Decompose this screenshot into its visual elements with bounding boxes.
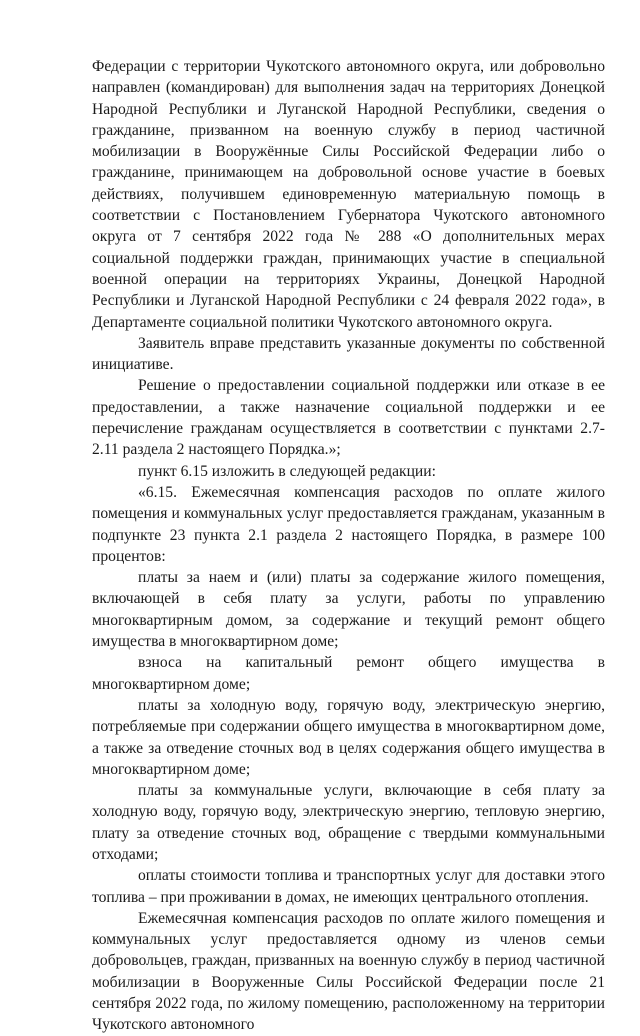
paragraph-1: Федерации с территории Чукотского автономного округа, или добровольно направлен (командирован) для выполнения задач на территориях Донецкой Народной Республики и Луганской Народной Республики, сведения о гражданине, призванном на военную службу в период частичной мобилизации в Вооружённые Силы Российской Федерации либо о гражданине, принимающем на добровольной основе участие в боевых действиях, получившем единовременную материальную помощь в соответствии с Постановлением Губернатора Чукотского автономного округа от 7 сентября 2022 года № 288 «О дополнительных мерах социальной поддержки граждан, принимающих участие в специальной военной операции на территориях Украины, Донецкой Народной Республики и Луганской Народной Республики с 24 февраля 2022 года», в Департаменте социальной политики Чукотского автономного округа. bbox=[92, 58, 605, 331]
document-page bbox=[92, 56, 605, 1036]
paragraph-8: платы за холодную воду, горячую воду, электрическую энергию, потребляемые при содержании общего имущества в многоквартирном доме, а также за отведение сточных вод в целях содержания общего имущества в многоквартирном доме; bbox=[92, 696, 605, 778]
paragraph-7: взноса на капитальный ремонт общего имущества в многоквартирном доме; bbox=[92, 654, 605, 693]
paragraph-5: «6.15. Ежемесячная компенсация расходов по оплате жилого помещения и коммунальных услуг предоставляется гражданам, указанным в подпункте 23 пункта 2.1 раздела 2 настоящего Порядка, в размере 100 процентов: bbox=[92, 483, 605, 565]
paragraph-11: Ежемесячная компенсация расходов по оплате жилого помещения и коммунальных услуг предоставляется одному из членов семьи добровольцев, граждан, призванных на военную службу в период частичной мобилизации в Вооруженные Силы Российской Федерации после 21 сентября 2022 года, по жилому помещению, расположенному на территории Чукотского автономного bbox=[92, 909, 605, 1034]
paragraph-10: оплаты стоимости топлива и транспортных услуг для доставки этого топлива – при проживании в домах, не имеющих центрального отопления. bbox=[92, 867, 605, 906]
paragraph-4: пункт 6.15 изложить в следующей редакции: bbox=[138, 462, 436, 480]
paragraph-9: платы за коммунальные услуги, включающие в себя плату за холодную воду, горячую воду, электрическую энергию, тепловую энергию, плату за отведение сточных вод, обращение с твердыми коммунальными отходами; bbox=[92, 782, 605, 863]
paragraph-6: платы за наем и (или) платы за содержание жилого помещения, включающей в себя плату за услуги, работы по управлению многоквартирным домом, за содержание и текущий ремонт общего имущества в многоквартирном доме; bbox=[92, 569, 605, 651]
paragraph-3: Решение о предоставлении социальной поддержки или отказе в ее предоставлении, а также назначение социальной поддержки и ее перечисление гражданам осуществляется в соответствии с пунктами 2.7-2.11 раздела 2 настоящего Порядка.»; bbox=[92, 377, 605, 459]
paragraph-2: Заявитель вправе представить указанные документы по собственной инициативе. bbox=[92, 334, 605, 374]
